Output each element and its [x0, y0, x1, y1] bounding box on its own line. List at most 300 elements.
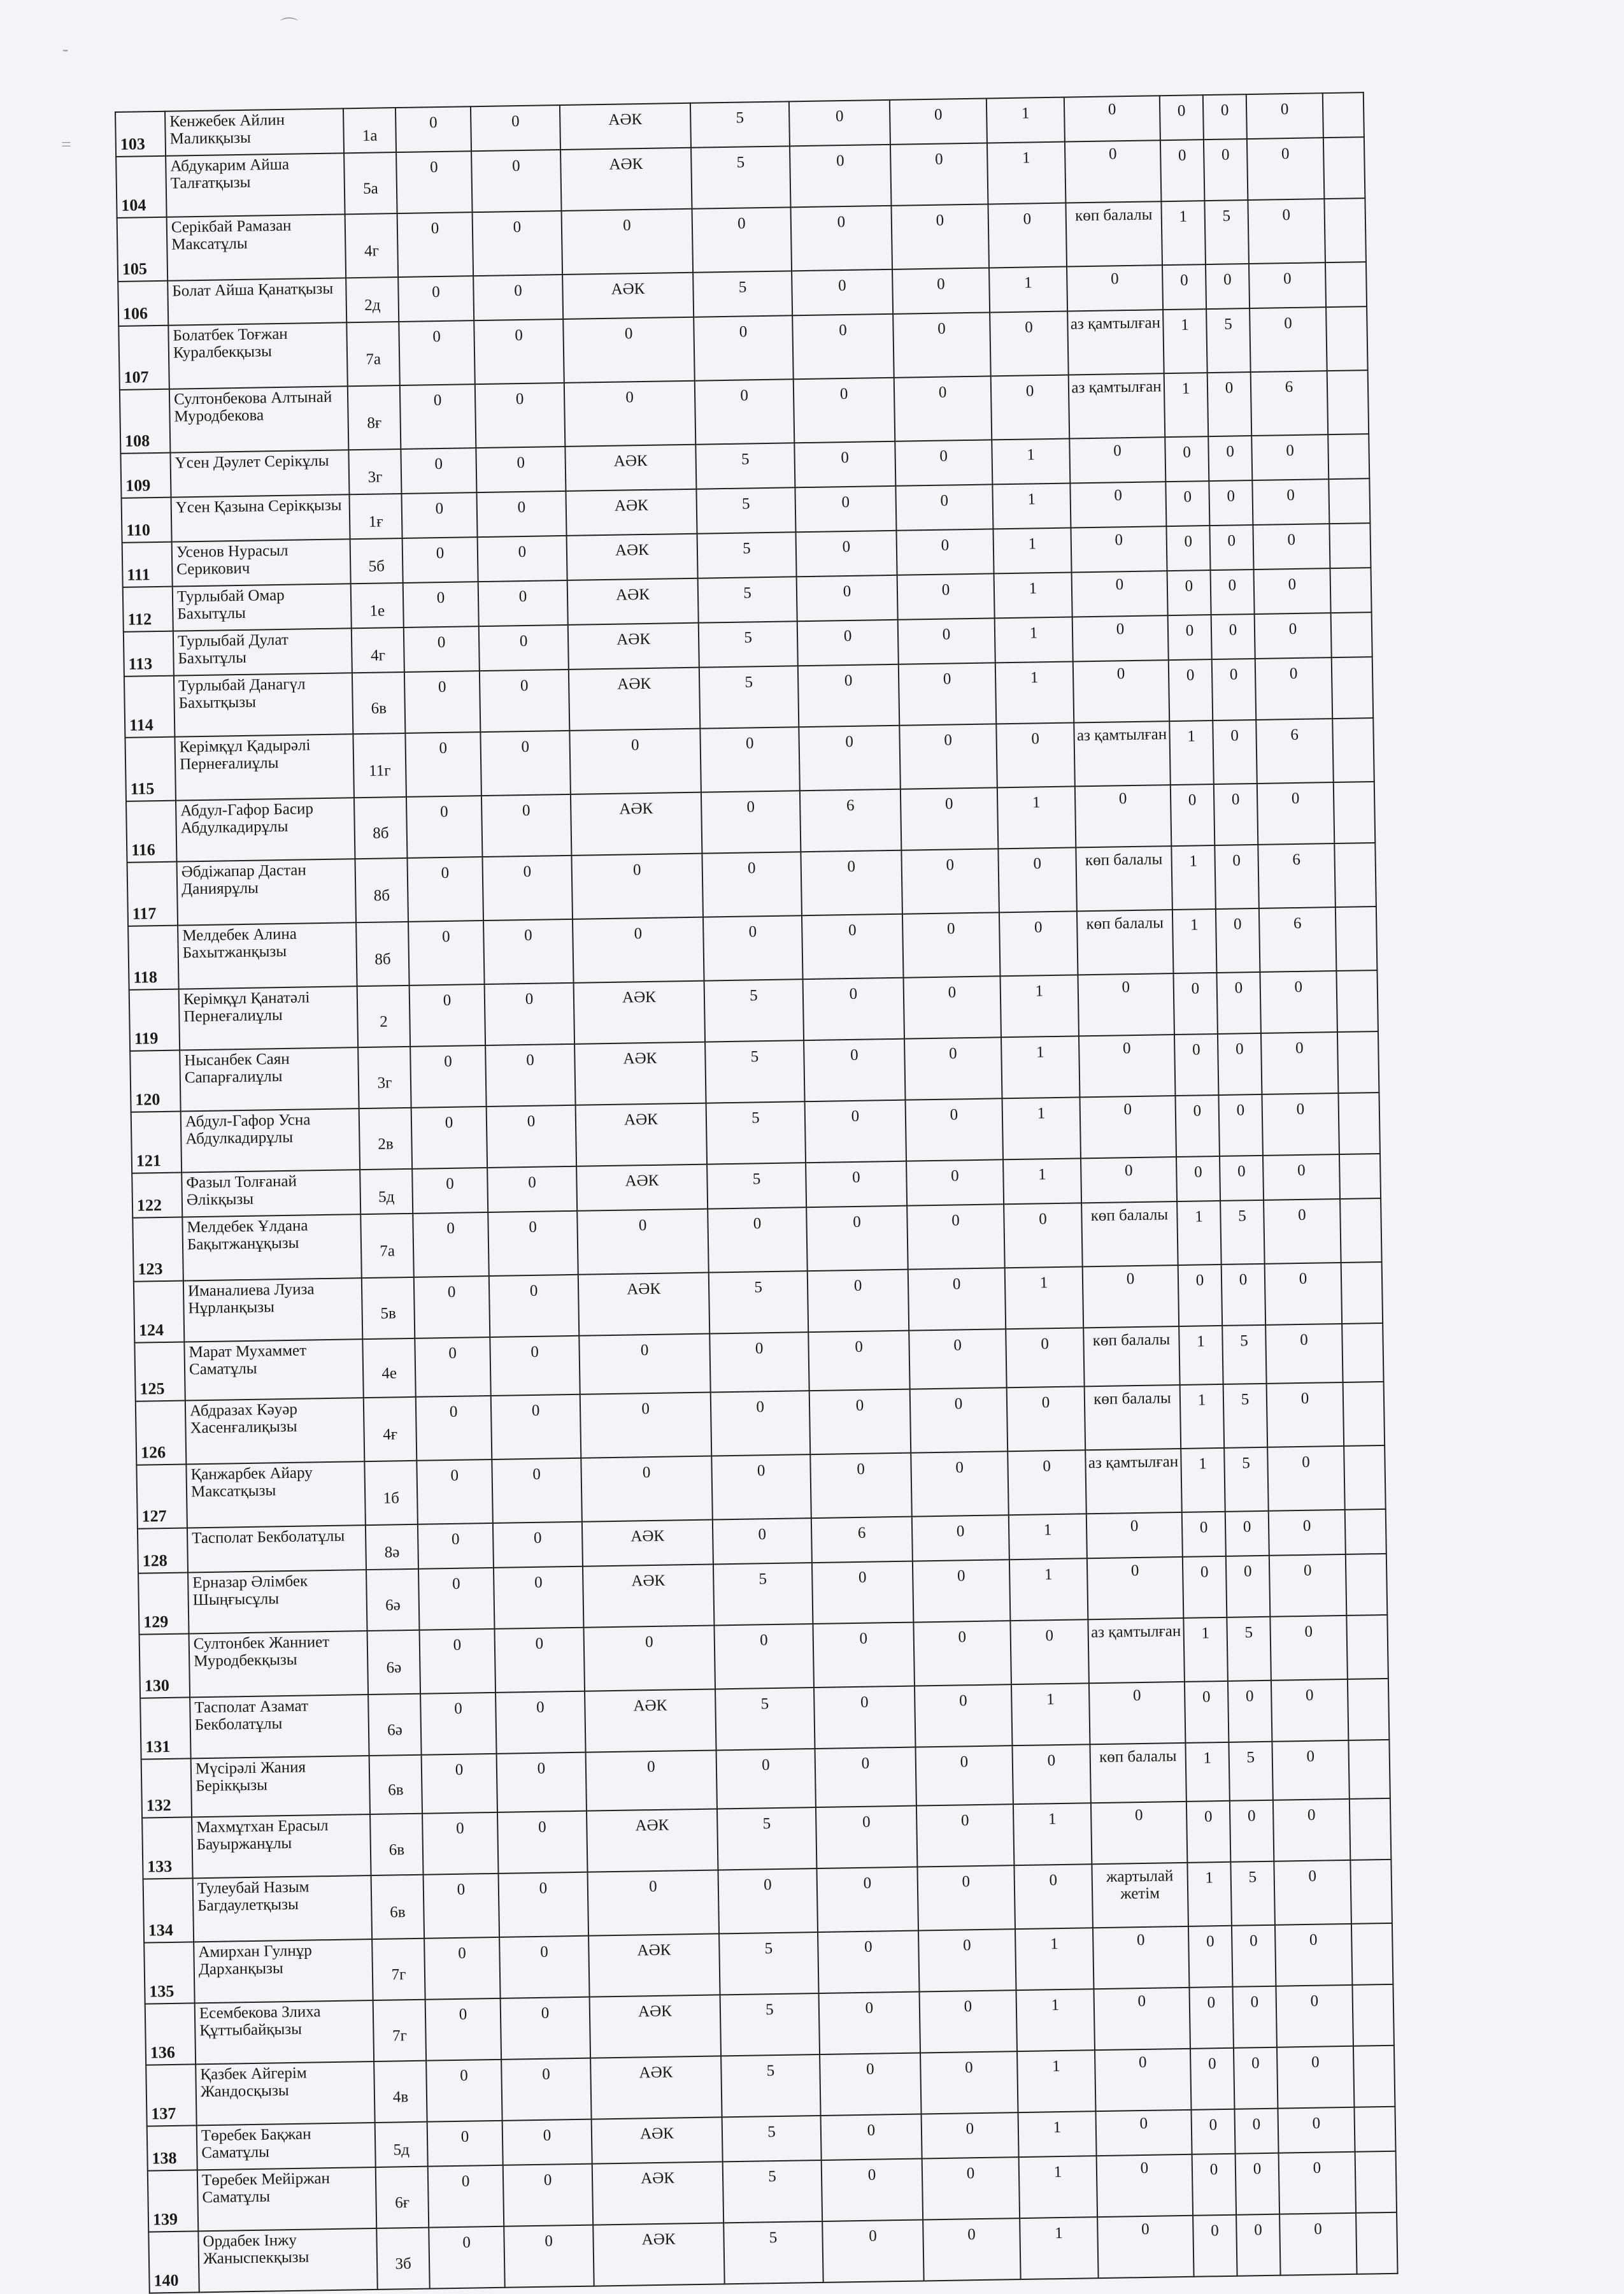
value-cell: 0 — [489, 1275, 579, 1337]
student-name: Болат Айша Қанатқызы — [167, 278, 346, 325]
value-cell: 0 — [822, 2158, 923, 2221]
value-cell: 1 — [1011, 1683, 1090, 1746]
row-number: 132 — [141, 1758, 192, 1817]
value-cell: 1 — [1163, 309, 1207, 373]
value-cell: 5 — [715, 1688, 815, 1750]
value-cell: 0 — [473, 275, 563, 320]
value-cell: 0 — [493, 1522, 583, 1568]
value-cell: 0 — [1272, 1740, 1349, 1800]
value-cell: 0 — [502, 2119, 592, 2165]
value-cell: 0 — [890, 143, 988, 205]
row-number: 137 — [146, 2064, 196, 2126]
class-cell: 1ғ — [349, 494, 402, 539]
row-number: 113 — [124, 631, 174, 677]
value-cell: 6 — [811, 1517, 913, 1563]
value-cell: 1 — [1003, 1158, 1081, 1204]
status-cell: 0 — [1079, 1096, 1176, 1158]
value-cell: 0 — [714, 1624, 814, 1689]
value-cell: 0 — [806, 1206, 908, 1271]
student-name: Усенов Нурасыл Серикович — [172, 539, 351, 586]
value-cell: 1 — [1001, 1036, 1079, 1098]
empty-cell — [1352, 1984, 1394, 2046]
student-name: Султонбек Жанниет Муродбекқызы — [189, 1631, 369, 1697]
scan-mark: - — [62, 39, 69, 59]
value-cell: 0 — [1204, 139, 1248, 201]
value-cell: 0 — [815, 1747, 916, 1807]
value-cell: 6 — [1256, 719, 1334, 784]
empty-cell — [1354, 2107, 1395, 2152]
value-cell: 5 — [721, 2054, 820, 2117]
student-name: Турлыбай Дулат Бахытұлы — [173, 628, 352, 675]
value-cell: 0 — [809, 1389, 911, 1454]
value-cell: 1 — [1169, 720, 1214, 785]
class-cell: 2 — [357, 986, 410, 1047]
value-cell: 0 — [1274, 1860, 1351, 1925]
value-cell: 1 — [1016, 1989, 1094, 2051]
row-number: 136 — [145, 2003, 196, 2065]
value-cell: 0 — [1178, 1265, 1222, 1326]
value-cell: 0 — [695, 379, 795, 444]
student-name: Үсен Қазына Серікқызы — [171, 494, 350, 541]
status-cell: 0 — [1091, 1802, 1187, 1864]
value-cell: 0 — [999, 911, 1078, 976]
value-cell: 1 — [995, 617, 1073, 663]
value-cell: 0 — [579, 1334, 710, 1394]
row-number: 110 — [122, 498, 172, 543]
value-cell: 1 — [1181, 1448, 1225, 1512]
status-cell: көп балалы — [1076, 846, 1172, 911]
value-cell: 0 — [990, 312, 1069, 376]
value-cell: 0 — [418, 1568, 494, 1630]
value-cell: 0 — [1190, 2048, 1234, 2110]
value-cell: АӘК — [576, 1165, 708, 1211]
value-cell: 0 — [478, 536, 567, 582]
value-cell: 0 — [804, 1039, 905, 1101]
value-cell: 0 — [478, 580, 568, 626]
value-cell: 6 — [1258, 843, 1336, 908]
status-cell: 0 — [1097, 2216, 1193, 2278]
value-cell: 0 — [401, 492, 477, 538]
row-number: 115 — [125, 737, 176, 801]
value-cell: 0 — [796, 531, 897, 577]
value-cell: 0 — [1230, 1800, 1274, 1862]
student-name: Керімқұл Қанатәлі Пернеғалиұлы — [179, 986, 358, 1050]
class-cell: 4г — [345, 213, 399, 278]
status-cell: 0 — [1095, 2049, 1191, 2111]
value-cell: 6 — [1259, 907, 1337, 972]
class-cell: 1а — [343, 108, 396, 153]
status-cell: көп балалы — [1090, 1743, 1186, 1803]
value-cell: 0 — [1214, 784, 1258, 845]
row-number: 122 — [132, 1173, 182, 1218]
value-cell: 5 — [707, 1163, 806, 1208]
student-name: Мелдебек Ұлдана Бақытжанұқызы — [182, 1214, 362, 1280]
value-cell: 0 — [902, 912, 1001, 977]
empty-cell — [1353, 2046, 1395, 2107]
status-cell: 0 — [1081, 1157, 1177, 1203]
value-cell: АӘК — [593, 2223, 724, 2286]
value-cell: АӘК — [574, 981, 705, 1044]
value-cell: 0 — [1212, 659, 1256, 720]
value-cell: 0 — [897, 573, 995, 619]
empty-cell — [1340, 1198, 1382, 1263]
value-cell: 0 — [694, 315, 794, 380]
value-cell: 6 — [800, 789, 901, 852]
value-cell: 0 — [716, 1749, 816, 1809]
row-number: 119 — [129, 989, 180, 1051]
value-cell: 0 — [1277, 2046, 1354, 2109]
value-cell: 0 — [1171, 784, 1214, 846]
student-name: Махмұтхан Ерасыл Бауыржанұлы — [192, 1814, 371, 1878]
empty-cell — [1334, 843, 1376, 907]
value-cell: 0 — [891, 204, 989, 269]
empty-cell — [1328, 434, 1369, 479]
value-cell: 0 — [399, 320, 475, 385]
status-cell: 0 — [1087, 1557, 1183, 1619]
value-cell: АӘК — [578, 1273, 709, 1336]
value-cell: 0 — [1014, 1864, 1093, 1929]
status-cell: аз қамтылған — [1088, 1618, 1185, 1683]
value-cell: 0 — [1271, 1679, 1348, 1742]
empty-cell — [1355, 2151, 1397, 2213]
value-cell: 0 — [799, 726, 901, 791]
value-cell: 0 — [998, 847, 1077, 912]
value-cell: 0 — [481, 794, 571, 857]
value-cell: 0 — [487, 1166, 577, 1212]
value-cell: 0 — [892, 268, 990, 313]
value-cell: 0 — [790, 206, 892, 271]
value-cell: АӘК — [590, 1995, 721, 2058]
value-cell: 5 — [697, 532, 797, 578]
value-cell: 0 — [798, 664, 899, 727]
value-cell: 0 — [1234, 2047, 1278, 2109]
value-cell: 0 — [1222, 1264, 1265, 1326]
empty-cell — [1329, 523, 1371, 568]
status-cell: көп балалы — [1077, 910, 1174, 975]
empty-cell — [1331, 612, 1372, 657]
value-cell: 5 — [719, 1932, 818, 1995]
value-cell: 5 — [1229, 1742, 1272, 1801]
value-cell: 0 — [1262, 1093, 1339, 1156]
value-cell: 0 — [426, 2060, 502, 2122]
value-cell: 0 — [711, 1391, 811, 1456]
value-cell: 0 — [917, 1865, 1015, 1930]
value-cell: 0 — [494, 1628, 585, 1693]
value-cell: АӘК — [588, 1933, 720, 1996]
value-cell: 0 — [471, 150, 561, 212]
class-cell: 7г — [373, 2000, 426, 2061]
value-cell: 0 — [485, 983, 574, 1045]
value-cell: 0 — [1269, 1554, 1346, 1617]
value-cell: 0 — [1012, 1744, 1090, 1804]
row-number: 105 — [117, 217, 168, 282]
value-cell: 1 — [1018, 2111, 1097, 2157]
student-name: Кенжебек Айлин Маликқызы — [165, 108, 344, 155]
value-cell: 0 — [1160, 140, 1204, 201]
value-cell: АӘК — [566, 489, 697, 536]
value-cell: 0 — [417, 1459, 493, 1524]
status-cell: 0 — [1071, 526, 1167, 572]
value-cell: 0 — [1276, 1985, 1353, 2047]
empty-cell — [1348, 1679, 1390, 1740]
value-cell: 0 — [1261, 1032, 1338, 1094]
value-cell: 0 — [802, 914, 904, 979]
value-cell: 0 — [397, 212, 474, 277]
value-cell: 0 — [1267, 1382, 1344, 1447]
value-cell: 0 — [692, 207, 792, 272]
value-cell: 1 — [1009, 1558, 1088, 1621]
status-cell: 0 — [1075, 785, 1171, 847]
status-cell: 0 — [1093, 1988, 1190, 2050]
value-cell: 0 — [910, 1387, 1008, 1452]
empty-cell — [1323, 137, 1365, 199]
value-cell: АӘК — [587, 1809, 718, 1872]
value-cell: 5 — [1227, 1617, 1271, 1681]
value-cell: АӘК — [592, 2117, 723, 2163]
class-cell: 5б — [350, 538, 403, 584]
value-cell: 0 — [492, 1458, 582, 1523]
value-cell: 0 — [915, 1684, 1012, 1747]
class-cell: 6в — [370, 1814, 423, 1875]
student-name: Ордабек Інжу Жаныспекқызы — [198, 2228, 377, 2292]
value-cell: 0 — [912, 1515, 1009, 1561]
status-cell: 0 — [1086, 1512, 1183, 1558]
empty-cell — [1341, 1262, 1383, 1324]
value-cell: 0 — [402, 537, 478, 583]
value-cell: 1 — [993, 527, 1071, 573]
value-cell: 0 — [1006, 1328, 1084, 1387]
class-cell: 4г — [352, 627, 404, 673]
row-number: 116 — [126, 801, 176, 863]
value-cell: 0 — [1168, 615, 1212, 660]
class-cell: 8б — [356, 922, 410, 986]
value-cell: 0 — [794, 441, 895, 487]
value-cell: 0 — [907, 1204, 1005, 1269]
student-name: Марат Мухаммет Саматұлы — [184, 1339, 363, 1400]
value-cell: 0 — [1232, 1925, 1276, 1987]
value-cell: 0 — [404, 626, 480, 672]
empty-cell — [1350, 1798, 1392, 1860]
class-cell: 1б — [364, 1461, 418, 1525]
value-cell: 5 — [1224, 1447, 1269, 1512]
value-cell: 0 — [503, 2164, 593, 2226]
value-cell: 0 — [916, 1804, 1014, 1867]
value-cell: 0 — [1236, 2214, 1280, 2276]
empty-cell — [1325, 262, 1367, 307]
class-cell: 3г — [358, 1047, 411, 1108]
value-cell: 0 — [911, 1451, 1009, 1516]
value-cell: 0 — [490, 1336, 580, 1396]
value-cell: 0 — [906, 1098, 1003, 1161]
value-cell: 0 — [789, 100, 890, 146]
value-cell: 0 — [563, 317, 695, 383]
value-cell: 5 — [713, 1563, 813, 1625]
value-cell: 0 — [427, 2121, 503, 2167]
value-cell: 1 — [1187, 1862, 1232, 1926]
value-cell: 0 — [797, 575, 898, 621]
value-cell: 0 — [988, 203, 1067, 268]
value-cell: 0 — [1273, 1799, 1350, 1861]
empty-cell — [1324, 198, 1366, 262]
value-cell: 0 — [1188, 1926, 1232, 1988]
scan-mark: = — [61, 135, 71, 155]
value-cell: 0 — [428, 2165, 504, 2228]
value-cell: 0 — [400, 384, 476, 449]
row-number: 120 — [130, 1050, 180, 1112]
value-cell: 0 — [1160, 95, 1204, 140]
empty-cell — [1336, 970, 1378, 1032]
value-cell: 0 — [818, 1931, 919, 1993]
student-name: Абдукарим Айша Талғатқызы — [166, 153, 345, 217]
value-cell: АӘК — [567, 578, 699, 625]
value-cell: 0 — [1254, 568, 1331, 614]
value-cell: 0 — [805, 1100, 906, 1163]
student-name: Серікбай Рамазан Максатұлы — [167, 214, 346, 280]
value-cell: 0 — [586, 1750, 717, 1810]
value-cell: 0 — [708, 1207, 808, 1272]
value-cell: 0 — [1186, 1801, 1230, 1863]
class-cell: 2д — [346, 277, 399, 322]
value-cell: 0 — [1218, 1094, 1262, 1156]
value-cell: 0 — [922, 2112, 1019, 2158]
value-cell: 0 — [816, 1806, 917, 1868]
value-cell: 1 — [1005, 1266, 1083, 1329]
student-name: Мелдебек Алина Бахытжанқызы — [178, 922, 357, 989]
value-cell: 0 — [416, 1396, 492, 1461]
value-cell: 0 — [401, 448, 476, 494]
value-cell: 0 — [1169, 659, 1213, 721]
value-cell: 0 — [713, 1518, 812, 1564]
student-name: Султонбекова Алтынай Муродбекова — [169, 386, 349, 452]
value-cell: 0 — [996, 722, 1075, 787]
class-cell: 5д — [360, 1169, 413, 1214]
value-cell: 5 — [706, 1101, 806, 1164]
value-cell: 0 — [1206, 264, 1250, 309]
value-cell: 0 — [1236, 2153, 1279, 2215]
value-cell: 0 — [899, 724, 997, 789]
value-cell: 0 — [476, 447, 566, 492]
value-cell: 0 — [895, 484, 993, 530]
status-cell: 0 — [1070, 482, 1166, 527]
student-name: Амирхан Гулнұр Дарханқызы — [194, 1939, 373, 2003]
class-cell: 8б — [354, 797, 407, 859]
value-cell: 1 — [1161, 201, 1206, 265]
value-cell: АӘК — [571, 792, 702, 856]
class-cell: 6ә — [366, 1569, 419, 1631]
value-cell: 0 — [415, 1337, 490, 1397]
value-cell: 0 — [479, 625, 569, 671]
value-cell: 5 — [709, 1271, 808, 1333]
value-cell: 0 — [908, 1268, 1006, 1330]
value-cell: 1 — [1015, 1928, 1093, 1990]
value-cell: 5 — [723, 2221, 823, 2284]
status-cell: көп балалы — [1065, 201, 1162, 266]
value-cell: 0 — [1275, 1924, 1352, 1986]
value-cell: 0 — [1191, 2109, 1235, 2154]
student-name: Керімқұл Қадырәлі Пернеғалиұлы — [175, 734, 354, 800]
student-name: Болатбек Тоғжан Куралбекқызы — [168, 322, 348, 389]
row-number: 107 — [118, 326, 169, 390]
value-cell: 0 — [1267, 1446, 1345, 1511]
value-cell: 0 — [483, 919, 574, 984]
value-cell: 0 — [896, 529, 994, 575]
value-cell: 0 — [1211, 614, 1255, 659]
value-cell: 0 — [711, 1454, 811, 1519]
student-name: Ерназар Әлімбек Шыңғысұлы — [188, 1570, 367, 1633]
student-table — [115, 92, 1399, 2293]
value-cell: 0 — [425, 1998, 501, 2061]
value-cell: 0 — [820, 2053, 921, 2116]
empty-cell — [1337, 1031, 1379, 1093]
row-number: 103 — [115, 111, 166, 157]
value-cell: 0 — [808, 1270, 909, 1332]
value-cell: 0 — [504, 2225, 594, 2288]
value-cell: 5 — [704, 979, 804, 1042]
value-cell: 5 — [1206, 308, 1251, 373]
value-cell: 0 — [1232, 1986, 1276, 2048]
student-name: Үсен Дәулет Серікұлы — [170, 450, 349, 497]
value-cell: 0 — [703, 915, 803, 980]
status-cell: аз қамтылған — [1085, 1449, 1182, 1514]
value-cell: 0 — [1252, 479, 1329, 525]
value-cell: АӘК — [576, 1103, 707, 1166]
empty-cell — [1343, 1382, 1385, 1446]
value-cell: 0 — [1166, 526, 1210, 571]
value-cell: 1 — [987, 142, 1065, 204]
value-cell: 0 — [898, 618, 995, 664]
class-cell: 3г — [348, 449, 401, 494]
student-name: Мүсірәлі Жания Берікқызы — [191, 1756, 370, 1817]
class-cell: 6в — [371, 1875, 425, 1939]
status-cell: 0 — [1097, 2154, 1193, 2217]
value-cell: 0 — [801, 850, 902, 915]
row-number: 138 — [147, 2125, 197, 2170]
value-cell: 0 — [810, 1453, 912, 1518]
row-number: 134 — [143, 1878, 194, 1942]
value-cell: 0 — [1216, 908, 1260, 973]
student-name: Төребек Бақжан Саматұлы — [197, 2123, 376, 2170]
value-cell: 0 — [480, 670, 569, 732]
value-cell: 1 — [995, 661, 1074, 724]
value-cell: 0 — [814, 1686, 915, 1749]
value-cell: 5 — [722, 2116, 822, 2161]
value-cell: АӘК — [560, 148, 692, 211]
student-name: Тасполат Бекболатұлы — [187, 1525, 366, 1572]
value-cell: 1 — [1002, 1097, 1081, 1159]
value-cell: АӘК — [574, 1042, 706, 1105]
value-cell: 0 — [1278, 2107, 1355, 2153]
value-cell: 0 — [580, 1393, 712, 1458]
value-cell: АӘК — [590, 2056, 722, 2119]
student-name: Төребек Мейіржан Саматұлы — [197, 2167, 376, 2231]
value-cell: 0 — [429, 2226, 504, 2289]
status-cell: 0 — [1095, 2110, 1192, 2156]
value-cell: 0 — [913, 1559, 1010, 1622]
value-cell: 5 — [1220, 1200, 1265, 1265]
status-cell: 0 — [1072, 571, 1168, 617]
value-cell: 0 — [901, 787, 998, 850]
value-cell: 0 — [1257, 782, 1334, 845]
row-number: 118 — [128, 926, 179, 990]
status-cell: көп балалы — [1083, 1326, 1179, 1386]
row-number: 131 — [140, 1697, 190, 1759]
value-cell: 1 — [1180, 1384, 1225, 1449]
class-cell: 4ғ — [364, 1397, 417, 1461]
value-cell: 0 — [893, 312, 991, 377]
value-cell: 0 — [410, 1045, 486, 1108]
value-cell: 0 — [1182, 1512, 1226, 1557]
value-cell: 5 — [1222, 1325, 1266, 1384]
